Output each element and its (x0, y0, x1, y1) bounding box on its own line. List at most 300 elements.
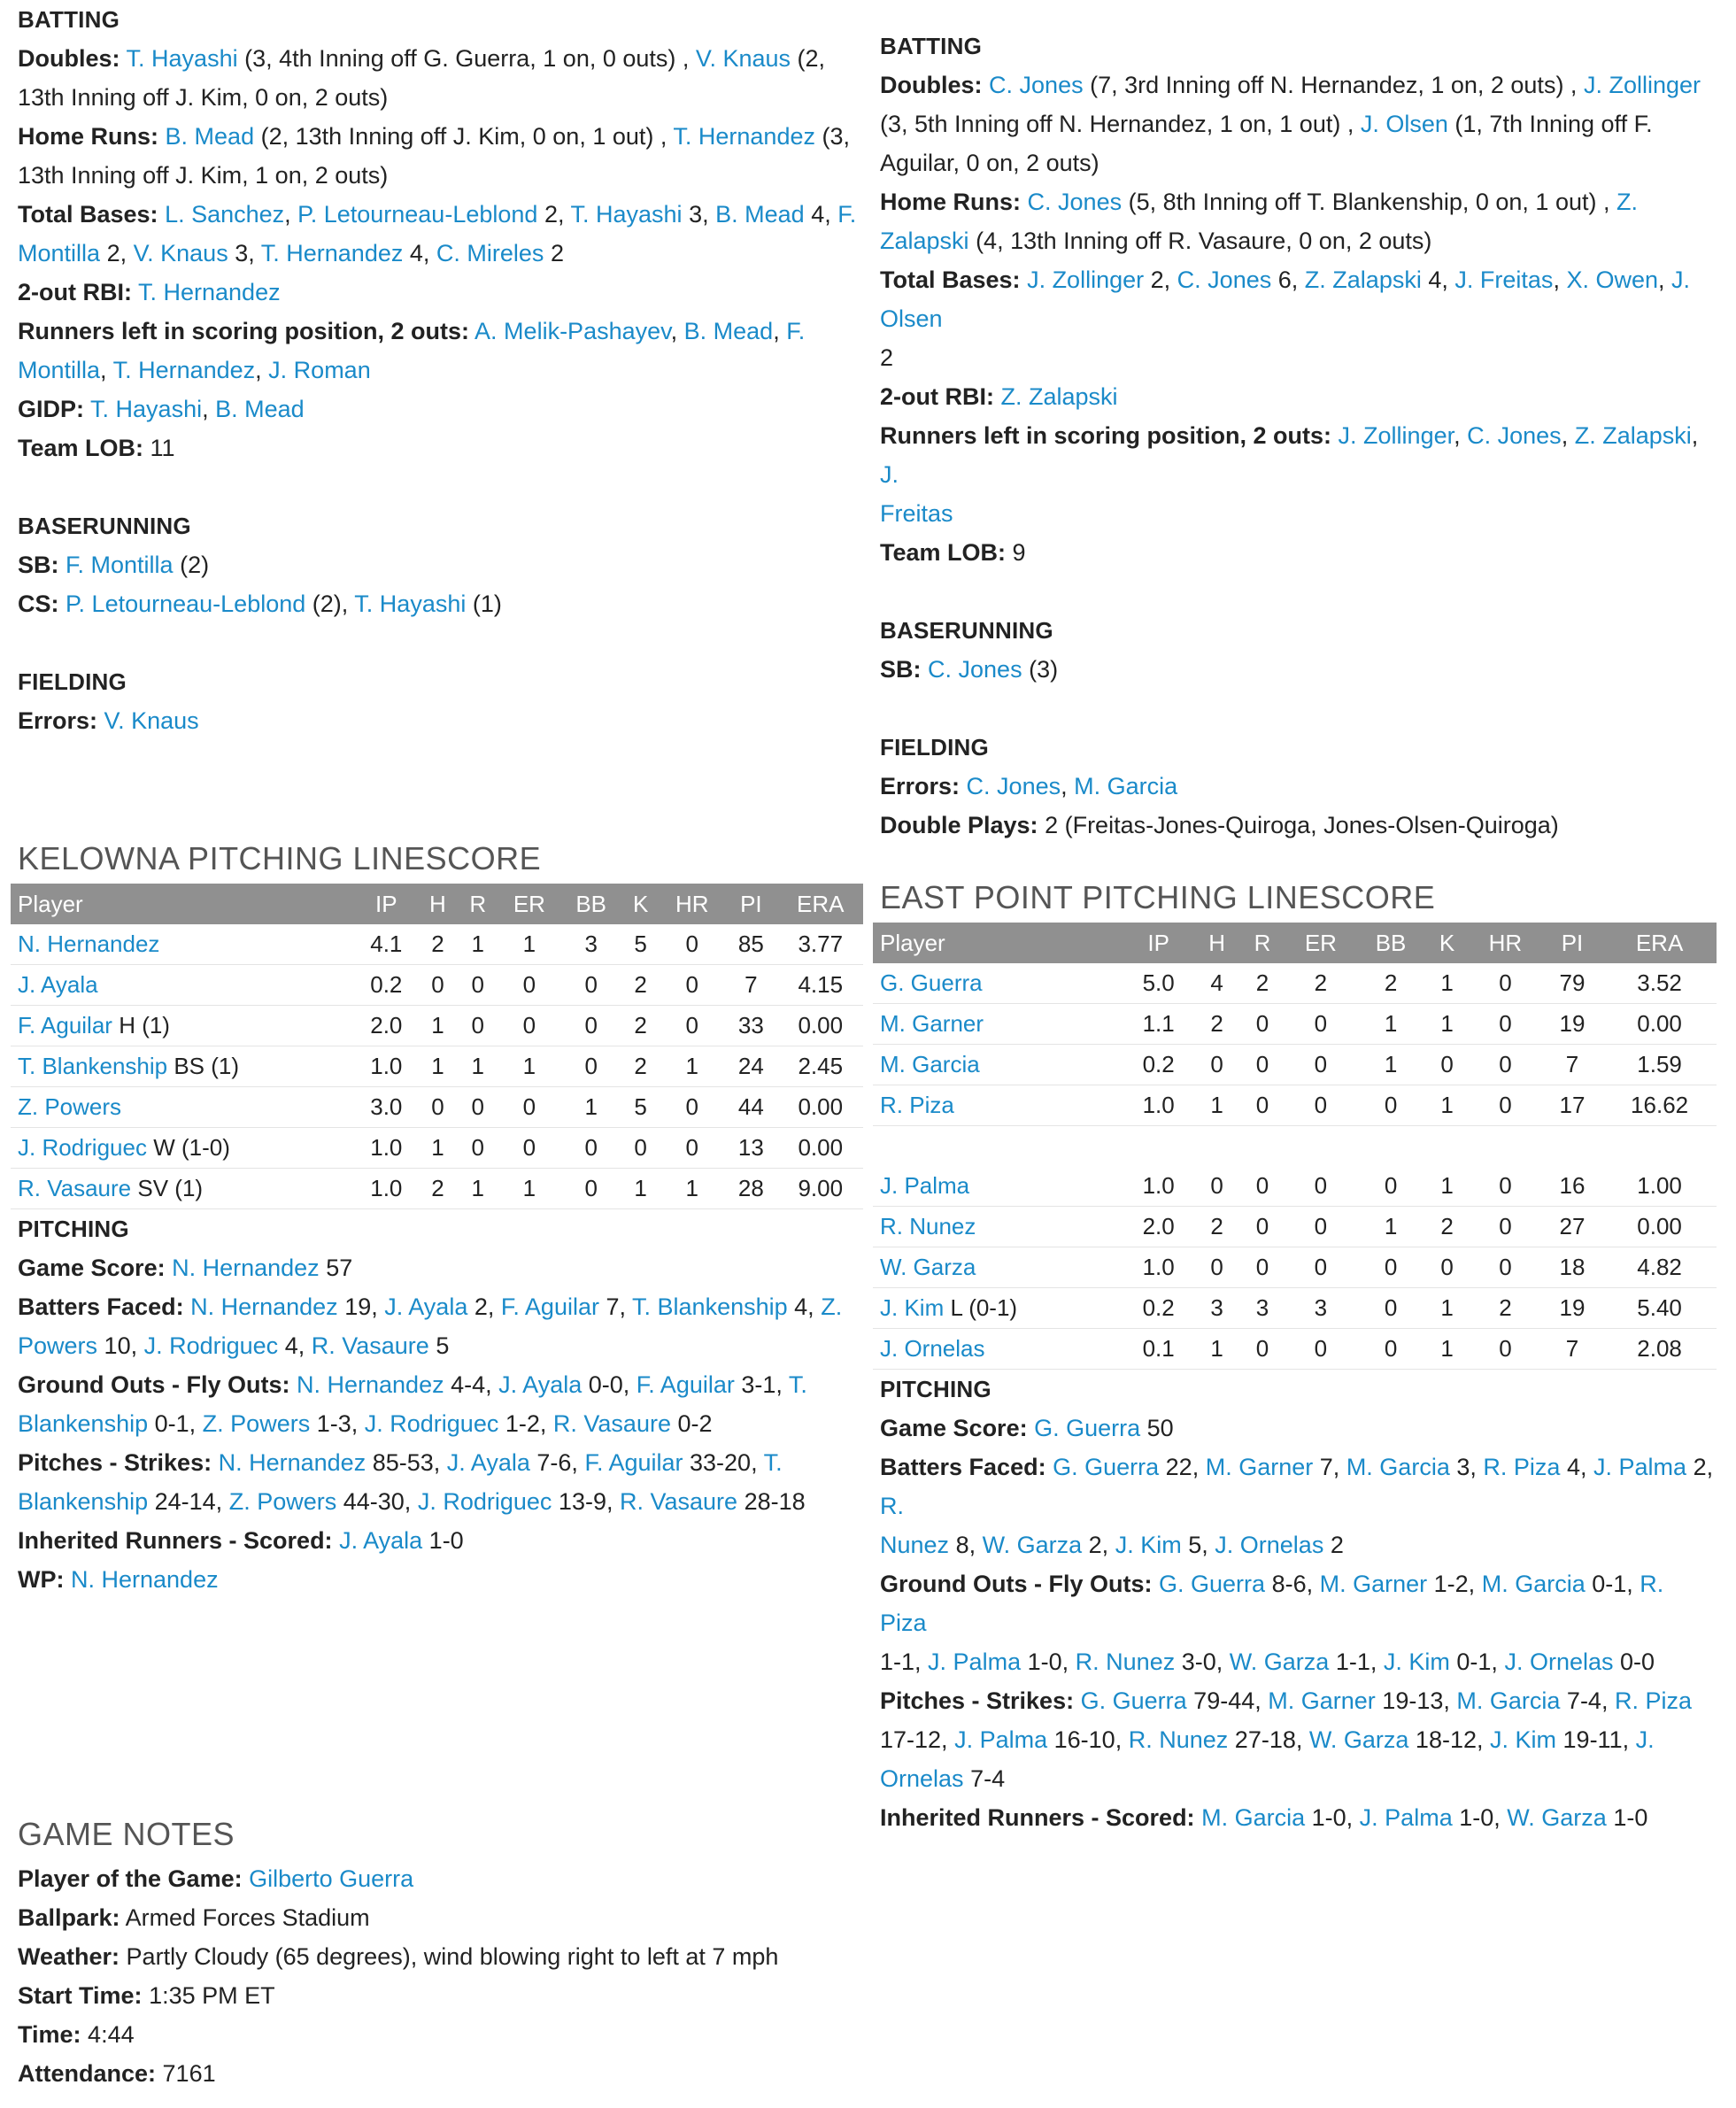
player-link[interactable]: R. Nunez (1128, 1726, 1229, 1753)
player-link[interactable]: J. (1635, 1726, 1655, 1753)
column-header: ERA (778, 884, 863, 924)
ep-fielding-header: FIELDING (880, 734, 989, 761)
player-link[interactable]: A. Melik-Pashayev (475, 318, 671, 344)
stat-cell-bb: 0 (1356, 1166, 1425, 1207)
player-link[interactable]: J. Kim (1115, 1532, 1182, 1558)
player-cell (873, 1085, 1123, 1126)
table-row (873, 1126, 1717, 1167)
player-link[interactable]: Gilberto Guerra (249, 1865, 414, 1892)
player-link[interactable]: F. (786, 318, 806, 344)
player-link[interactable]: J. Roman (268, 357, 371, 383)
player-link[interactable]: Freitas (880, 500, 953, 527)
player-link[interactable]: J. Ayala (18, 971, 98, 998)
stat-cell-pi: 27 (1542, 1207, 1602, 1247)
player-cell (873, 1247, 1123, 1288)
column-header: R (458, 884, 498, 924)
stat-cell-pi: 19 (1542, 1004, 1602, 1045)
stat-cell-hr: 1 (660, 1046, 724, 1087)
kelowna-team-lob: Team LOB: 11 (18, 435, 175, 461)
stat-cell-k: 1 (1425, 1004, 1469, 1045)
player-link[interactable]: R. Vasaure (18, 1175, 132, 1201)
stat-cell-ip: 2.0 (1123, 1207, 1193, 1247)
column-header: K (621, 884, 660, 924)
player-link[interactable]: T. Hayashi (90, 396, 203, 422)
stat-cell-ip: 0.2 (1123, 1288, 1193, 1329)
player-link[interactable]: C. Jones (928, 656, 1022, 683)
player-link[interactable]: J. Zollinger (1338, 422, 1454, 449)
column-header: IP (355, 884, 418, 924)
column-header: HR (1469, 923, 1542, 963)
player-link[interactable]: M. Garcia (1201, 1804, 1306, 1831)
player-link[interactable]: M. Garner (1205, 1454, 1314, 1480)
stat-cell-r: 0 (1239, 1207, 1285, 1247)
ep-pitches-strikes: Pitches - Strikes: G. Guerra 79-44, M. Garner 19-13, M. Garcia 7-4, R. Piza 17-12, J. Palma 16-10, R. Nunez 27-18, W. Garza 18-12, J. Kim 19-11, J. Ornelas 7-4 (880, 1687, 1692, 1792)
player-link[interactable]: F. Montilla (66, 552, 174, 578)
stat-cell-hr (1469, 1126, 1542, 1167)
player-link[interactable]: G. Guerra (1053, 1454, 1160, 1480)
stat-cell-r: 0 (458, 1087, 498, 1128)
player-link[interactable]: R. Vasaure (552, 1410, 671, 1437)
stat-cell-k: 1 (1425, 1329, 1469, 1370)
stat-cell-ip: 1.0 (355, 1046, 418, 1087)
player-link[interactable]: T. Blankenship (632, 1293, 788, 1320)
table-row (873, 1004, 1717, 1045)
stat-cell-hr: 2 (1469, 1288, 1542, 1329)
player-link[interactable]: Powers (18, 1332, 98, 1359)
player-link[interactable]: R. Nunez (880, 1213, 976, 1239)
decision: BS (1) (174, 1053, 240, 1079)
player-link[interactable]: W. Garza (982, 1532, 1083, 1558)
stat-cell-hr: 0 (1469, 1166, 1542, 1207)
stat-cell-era: 9.00 (778, 1169, 863, 1209)
player-link[interactable]: L. Sanchez (165, 201, 285, 228)
player-link[interactable]: N. Hernandez (190, 1293, 338, 1320)
east-point-column (880, 27, 1717, 1837)
player-link[interactable]: W. Garza (880, 1254, 976, 1280)
stat-cell-k (1425, 1126, 1469, 1167)
stat-cell-era (1602, 1126, 1717, 1167)
table-row (11, 1046, 863, 1087)
player-link[interactable]: T. Hayashi (354, 591, 467, 617)
stat-cell-er: 0 (1285, 1004, 1356, 1045)
player-link[interactable]: C. Jones (989, 72, 1084, 98)
player-link[interactable]: Ornelas (880, 1765, 964, 1792)
player-link[interactable]: J. Zollinger (1027, 266, 1145, 293)
player-link[interactable]: Z. Powers (18, 1093, 122, 1120)
player-link[interactable]: C. Jones (1467, 422, 1562, 449)
stat-cell-er: 0 (1285, 1085, 1356, 1126)
kelowna-game-score: Game Score: N. Hernandez 57 (18, 1255, 353, 1281)
stat-cell-ip: 1.0 (1123, 1166, 1193, 1207)
attendance: Attendance: 7161 (18, 2060, 216, 2087)
stat-cell-er: 2 (1285, 963, 1356, 1004)
player-link[interactable]: C. Jones (1177, 266, 1272, 293)
player-link[interactable]: Blankenship (18, 1410, 149, 1437)
player-link[interactable]: V. Knaus (104, 707, 199, 734)
player-link[interactable]: B. Mead (683, 318, 774, 344)
player-link[interactable]: J. Palma (1593, 1454, 1687, 1480)
stat-cell-hr: 0 (1469, 1045, 1542, 1085)
decision: W (1-0) (153, 1134, 230, 1161)
player-link[interactable]: M. Garner (1319, 1571, 1428, 1597)
column-header: PI (1542, 923, 1602, 963)
player-link[interactable]: J. Palma (928, 1649, 1022, 1675)
stat-cell-k: 1 (621, 1169, 660, 1209)
player-link[interactable]: J. Ornelas (1504, 1649, 1614, 1675)
kelowna-total-bases: Total Bases: L. Sanchez, P. Letourneau-Leblond 2, T. Hayashi 3, B. Mead 4, F. Montilla 2, V. Knaus 3, T. Hernandez 4, C. Mireles 2 (18, 201, 857, 266)
stat-cell-pi: 85 (724, 924, 777, 965)
player-link[interactable]: J. Palma (880, 1172, 970, 1199)
ep-double-plays: Double Plays: 2 (Freitas-Jones-Quiroga, Jones-Olsen-Quiroga) (880, 812, 1559, 838)
kelowna-inherited: Inherited Runners - Scored: J. Ayala 1-0 (18, 1527, 464, 1554)
player-link[interactable]: G. Guerra (880, 969, 983, 996)
player-link[interactable]: N. Hernandez (71, 1566, 219, 1593)
player-cell (873, 1329, 1123, 1370)
stat-cell-er: 0 (498, 1006, 560, 1046)
player-link[interactable]: R. Vasaure (619, 1488, 738, 1515)
stat-cell-r: 0 (1239, 1247, 1285, 1288)
stat-cell-h: 3 (1194, 1288, 1239, 1329)
player-link[interactable]: M. Garcia (1481, 1571, 1586, 1597)
stat-cell-er: 0 (1285, 1166, 1356, 1207)
player-link[interactable]: R. Piza (1614, 1687, 1692, 1714)
kelowna-errors: Errors: V. Knaus (18, 707, 199, 734)
stat-cell-ip: 1.0 (355, 1128, 418, 1169)
player-link[interactable]: N. Hernandez (218, 1449, 366, 1476)
player-link[interactable]: B. Mead (715, 201, 805, 228)
stat-cell-pi: 17 (1542, 1085, 1602, 1126)
player-link[interactable]: J. (880, 461, 899, 488)
player-link[interactable]: T. Hernandez (138, 279, 281, 305)
player-link[interactable]: C. Jones (1027, 189, 1123, 215)
player-link[interactable]: J. Ornelas (880, 1335, 985, 1362)
player-cell (11, 1087, 355, 1128)
player-link[interactable]: J. Olsen (880, 266, 1691, 332)
player-link[interactable]: J. Kim (880, 1294, 945, 1321)
player-link[interactable]: N. Hernandez (18, 930, 160, 957)
player-link[interactable]: J. Palma (1359, 1804, 1453, 1831)
kelowna-pitching-header: PITCHING (18, 1216, 129, 1242)
stat-cell-r (1239, 1126, 1285, 1167)
player-link[interactable]: J. Rodriguec (143, 1332, 279, 1359)
player-link[interactable]: T. Hayashi (570, 201, 683, 228)
player-link[interactable]: J. Ornelas (1215, 1532, 1324, 1558)
player-link[interactable]: B. Mead (165, 123, 255, 150)
player-link[interactable]: F. Aguilar (636, 1371, 735, 1398)
stat-cell-r: 0 (458, 965, 498, 1006)
stat-cell-k: 5 (621, 1087, 660, 1128)
player-link[interactable]: T. Hernandez (112, 357, 256, 383)
player-link[interactable]: Nunez (880, 1532, 950, 1558)
player-link[interactable]: J. Ayala (446, 1449, 530, 1476)
player-link[interactable]: T. Hernandez (673, 123, 815, 150)
column-header: BB (1356, 923, 1425, 963)
player-link[interactable]: T. (788, 1371, 807, 1398)
stat-cell-er: 3 (1285, 1288, 1356, 1329)
player-link[interactable]: R. Piza (880, 1092, 954, 1118)
stat-cell-r: 1 (458, 924, 498, 965)
player-link[interactable]: Z. (1616, 189, 1638, 215)
player-link[interactable]: Montilla (18, 357, 101, 383)
decision: SV (1) (137, 1175, 204, 1201)
player-link[interactable]: R. Vasaure (311, 1332, 429, 1359)
player-link[interactable]: R. Nunez (1075, 1649, 1176, 1675)
stat-cell-hr: 0 (1469, 1085, 1542, 1126)
player-link[interactable]: J. Rodriguec (364, 1410, 499, 1437)
player-link[interactable]: Z. Zalapski (1574, 422, 1692, 449)
stat-cell-k: 1 (1425, 1085, 1469, 1126)
stat-cell-bb: 0 (560, 1128, 621, 1169)
player-link[interactable]: M. Garner (1268, 1687, 1376, 1714)
player-link[interactable]: M. Garner (880, 1010, 984, 1037)
stat-cell-hr: 0 (660, 1128, 724, 1169)
kelowna-gidp: GIDP: T. Hayashi, B. Mead (18, 396, 305, 422)
stat-cell-k: 0 (621, 1128, 660, 1169)
stat-cell-era: 3.77 (778, 924, 863, 965)
stat-cell-h: 0 (1194, 1045, 1239, 1085)
player-link[interactable]: W. Garza (1507, 1804, 1607, 1831)
stat-cell-era: 1.59 (1602, 1045, 1717, 1085)
stat-cell-er: 0 (498, 1087, 560, 1128)
stat-cell-r: 1 (458, 1169, 498, 1209)
stat-cell-hr: 0 (660, 965, 724, 1006)
stat-cell-pi: 16 (1542, 1166, 1602, 1207)
player-link[interactable]: N. Hernandez (172, 1255, 320, 1281)
stat-cell-pi (1542, 1126, 1602, 1167)
player-link[interactable]: Blankenship (18, 1488, 149, 1515)
player-link[interactable]: J. Rodriguec (417, 1488, 552, 1515)
stat-cell-r: 3 (1239, 1288, 1285, 1329)
player-link[interactable]: T. Hayashi (126, 45, 238, 72)
player-link[interactable]: R. Piza (1483, 1454, 1561, 1480)
kelowna-rlisp: Runners left in scoring position, 2 outs: A. Melik-Pashayev, B. Mead, F. Montilla, T. Hernandez, J. Roman (18, 318, 806, 383)
game-notes-title: GAME NOTES (18, 1816, 235, 1852)
kelowna-home-runs: Home Runs: B. Mead (2, 13th Inning off J. Kim, 0 on, 1 out) , T. Hernandez (3, 13th Inning off J. Kim, 1 on, 2 outs) (18, 123, 851, 189)
ep-rlisp: Runners left in scoring position, 2 outs: J. Zollinger, C. Jones, Z. Zalapski, J. Freitas (880, 422, 1699, 527)
start-time: Start Time: 1:35 PM ET (18, 1982, 275, 2009)
player-link[interactable]: M. Garcia (1074, 773, 1178, 799)
player-link[interactable]: R. (880, 1493, 904, 1519)
column-header: ER (498, 884, 560, 924)
ep-pitching-header: PITCHING (880, 1376, 991, 1402)
table-row (11, 1128, 863, 1169)
stat-cell-pi: 18 (1542, 1247, 1602, 1288)
player-cell (11, 965, 355, 1006)
stat-cell-h: 4 (1194, 963, 1239, 1004)
stat-cell-h: 1 (418, 1006, 458, 1046)
stat-cell-er: 1 (498, 1169, 560, 1209)
stat-cell-k: 2 (621, 1046, 660, 1087)
stat-cell-ip: 2.0 (355, 1006, 418, 1046)
stat-cell-bb: 0 (1356, 1329, 1425, 1370)
stat-cell-pi: 44 (724, 1087, 777, 1128)
stat-cell-h: 2 (418, 924, 458, 965)
player-link[interactable]: M. Garcia (880, 1051, 980, 1077)
stat-cell-r: 0 (458, 1006, 498, 1046)
stat-cell-bb: 0 (1356, 1085, 1425, 1126)
stat-cell-er (1285, 1126, 1356, 1167)
player-cell (873, 1004, 1123, 1045)
stat-cell-era: 2.08 (1602, 1329, 1717, 1370)
stat-cell-era: 5.40 (1602, 1288, 1717, 1329)
player-link[interactable]: F. Aguilar (18, 1012, 112, 1039)
kelowna-linescore-title: KELOWNA PITCHING LINESCORE (18, 840, 542, 876)
player-link[interactable]: Zalapski (880, 228, 969, 254)
ep-inherited: Inherited Runners - Scored: M. Garcia 1-0, J. Palma 1-0, W. Garza 1-0 (880, 1804, 1648, 1831)
stat-cell-ip: 0.2 (355, 965, 418, 1006)
player-link[interactable]: F. (837, 201, 857, 228)
stat-cell-era: 0.00 (1602, 1207, 1717, 1247)
player-link[interactable]: Z. Zalapski (1000, 383, 1118, 410)
stat-cell-er: 1 (498, 1046, 560, 1087)
stat-cell-ip: 1.0 (1123, 1247, 1193, 1288)
ep-go-fo: Ground Outs - Fly Outs: G. Guerra 8-6, M. Garner 1-2, M. Garcia 0-1, R. Piza 1-1, J. Palma 1-0, R. Nunez 3-0, W. Garza 1-1, J. Kim 0-1, J. Ornelas 0-0 (880, 1571, 1664, 1675)
player-link[interactable]: V. Knaus (133, 240, 228, 266)
column-header: IP (1123, 923, 1193, 963)
stat-cell-k: 0 (1425, 1045, 1469, 1085)
stat-cell-bb: 2 (1356, 963, 1425, 1004)
player-link[interactable]: J. Kim (1490, 1726, 1557, 1753)
stat-cell-ip: 0.2 (1123, 1045, 1193, 1085)
kelowna-wp: WP: N. Hernandez (18, 1566, 219, 1593)
stat-cell-h: 1 (418, 1128, 458, 1169)
stat-cell-h: 0 (1194, 1166, 1239, 1207)
player-cell (11, 924, 355, 965)
table-row (873, 1288, 1717, 1329)
player-link[interactable]: J. Kim (1383, 1649, 1450, 1675)
player-link[interactable]: W. Garza (1229, 1649, 1330, 1675)
player-link[interactable]: T. (763, 1449, 783, 1476)
stat-cell-pi: 24 (724, 1046, 777, 1087)
stat-cell-er: 1 (498, 924, 560, 965)
stat-cell-bb (1356, 1126, 1425, 1167)
player-link[interactable]: J. Ayala (339, 1527, 423, 1554)
stat-cell-ip: 5.0 (1123, 963, 1193, 1004)
kelowna-batters-faced: Batters Faced: N. Hernandez 19, J. Ayala 2, F. Aguilar 7, T. Blankenship 4, Z. Powers 10, J. Rodriguec 4, R. Vasaure 5 (18, 1293, 843, 1359)
game-time: Time: 4:44 (18, 2021, 135, 2048)
stat-cell-h: 2 (418, 1169, 458, 1209)
player-link[interactable]: J. Ayala (498, 1371, 583, 1398)
player-link[interactable]: X. Owen (1566, 266, 1658, 293)
player-link[interactable]: T. Hernandez (260, 240, 404, 266)
column-header: ER (1285, 923, 1356, 963)
player-link[interactable]: V. Knaus (695, 45, 791, 72)
stat-cell-era: 4.82 (1602, 1247, 1717, 1288)
player-link[interactable]: G. Guerra (1034, 1415, 1141, 1441)
stat-cell-h (1194, 1126, 1239, 1167)
player-link[interactable]: Z. (821, 1293, 843, 1320)
player-cell (873, 963, 1123, 1004)
player-link[interactable]: G. Guerra (1080, 1687, 1187, 1714)
player-link[interactable]: N. Hernandez (297, 1371, 444, 1398)
player-link[interactable]: J. Freitas (1454, 266, 1554, 293)
table-row (11, 1169, 863, 1209)
column-header: K (1425, 923, 1469, 963)
stat-cell-h: 0 (418, 965, 458, 1006)
kelowna-batting-header: BATTING (18, 6, 120, 33)
stat-cell-ip: 0.1 (1123, 1329, 1193, 1370)
column-header: HR (660, 884, 724, 924)
player-link[interactable]: Z. Powers (202, 1410, 311, 1437)
player-link[interactable]: J. Palma (954, 1726, 1048, 1753)
table-row (873, 1085, 1717, 1126)
player-cell (11, 1046, 355, 1087)
player-link[interactable]: G. Guerra (1159, 1571, 1266, 1597)
player-link[interactable]: J. Ayala (384, 1293, 468, 1320)
ep-team-lob: Team LOB: 9 (880, 539, 1026, 566)
stat-cell-era: 1.00 (1602, 1166, 1717, 1207)
player-link[interactable]: M. Garcia (1346, 1454, 1450, 1480)
player-link[interactable]: F. Aguilar (584, 1449, 683, 1476)
player-link[interactable]: J. Zollinger (1583, 72, 1701, 98)
column-header: PI (724, 884, 777, 924)
stat-cell-k: 2 (621, 1006, 660, 1046)
player-link[interactable]: T. Blankenship (18, 1053, 168, 1079)
stat-cell-h: 0 (1194, 1247, 1239, 1288)
stat-cell-bb: 1 (1356, 1004, 1425, 1045)
player-link[interactable]: C. Mireles (436, 240, 544, 266)
kelowna-column (18, 0, 863, 1599)
player-link[interactable]: Montilla (18, 240, 101, 266)
player-link[interactable]: F. Aguilar (500, 1293, 599, 1320)
stat-cell-ip: 3.0 (355, 1087, 418, 1128)
player-link[interactable]: Z. Powers (228, 1488, 337, 1515)
column-header: BB (560, 884, 621, 924)
column-header: Player (873, 923, 1123, 963)
column-header: ERA (1602, 923, 1717, 963)
stat-cell-hr: 0 (1469, 1207, 1542, 1247)
ep-baserunning-header: BASERUNNING (880, 617, 1053, 644)
player-link[interactable]: W. Garza (1308, 1726, 1409, 1753)
player-link[interactable]: P. Letourneau-Leblond (66, 591, 306, 617)
stat-cell-h: 2 (1194, 1207, 1239, 1247)
stat-cell-er: 0 (1285, 1247, 1356, 1288)
stat-cell-bb: 0 (1356, 1288, 1425, 1329)
stat-cell-era: 4.15 (778, 965, 863, 1006)
stat-cell-h: 0 (418, 1087, 458, 1128)
kelowna-fielding-header: FIELDING (18, 668, 127, 695)
stat-cell-er: 0 (1285, 1207, 1356, 1247)
stat-cell-pi: 33 (724, 1006, 777, 1046)
table-row (873, 1329, 1717, 1370)
stat-cell-k: 1 (1425, 1288, 1469, 1329)
decision: H (1) (119, 1012, 170, 1039)
player-cell (873, 1166, 1123, 1207)
player-link[interactable]: M. Garcia (1456, 1687, 1561, 1714)
player-link[interactable]: J. Olsen (1360, 111, 1448, 137)
player-link[interactable]: J. Rodriguec (18, 1134, 147, 1161)
table-row (873, 1207, 1717, 1247)
stat-cell-r: 0 (1239, 1004, 1285, 1045)
stat-cell-k: 1 (1425, 1166, 1469, 1207)
player-link[interactable]: Z. Zalapski (1304, 266, 1422, 293)
stat-cell-bb: 1 (1356, 1045, 1425, 1085)
player-link[interactable]: C. Jones (966, 773, 1061, 799)
player-link[interactable]: B. Mead (215, 396, 305, 422)
stat-cell-hr: 0 (660, 1006, 724, 1046)
column-header: H (1194, 923, 1239, 963)
stat-cell-h: 2 (1194, 1004, 1239, 1045)
stat-cell-bb: 0 (560, 1046, 621, 1087)
kelowna-baserunning-header: BASERUNNING (18, 513, 191, 539)
stat-cell-hr: 0 (660, 1087, 724, 1128)
stat-cell-bb: 0 (560, 965, 621, 1006)
weather: Weather: Partly Cloudy (65 degrees), wind blowing right to left at 7 mph (18, 1943, 779, 1970)
stat-cell-h: 1 (1194, 1085, 1239, 1126)
player-link[interactable]: P. Letourneau-Leblond (297, 201, 538, 228)
player-link[interactable]: R. Piza (880, 1571, 1664, 1636)
ep-two-out-rbi: 2-out RBI: Z. Zalapski (880, 383, 1118, 410)
